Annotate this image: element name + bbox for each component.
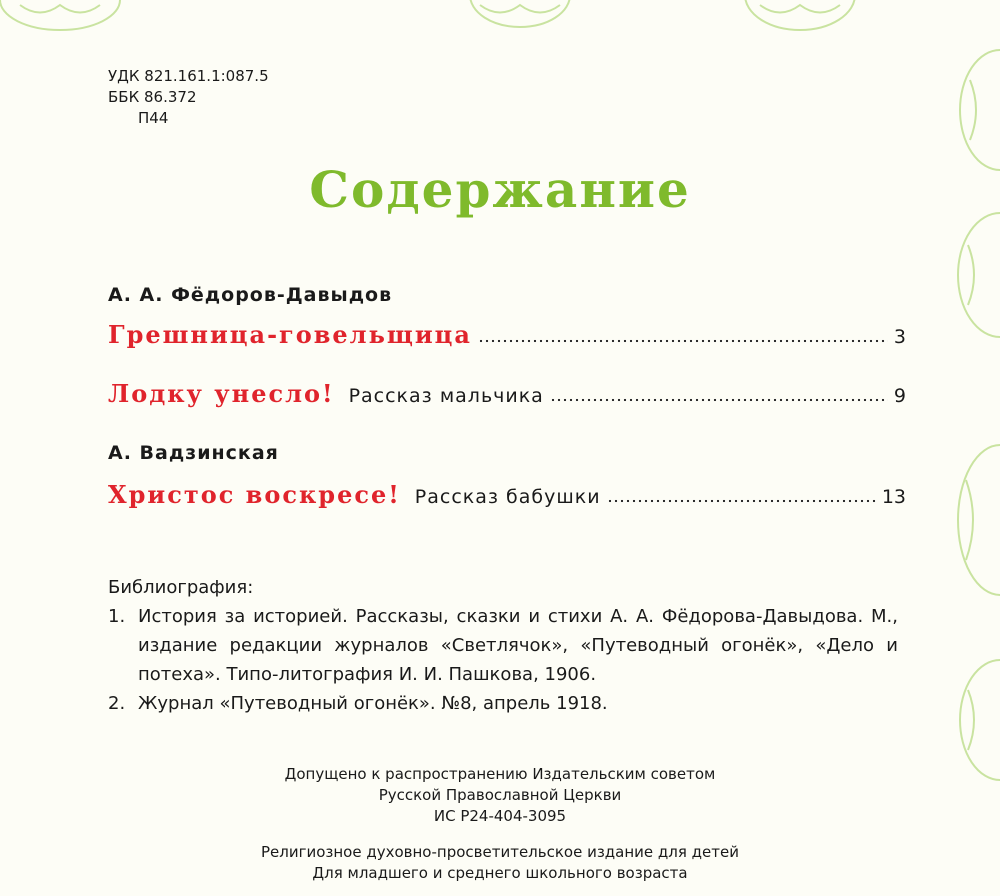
bbk-line: ББК 86.372 xyxy=(108,88,197,106)
toc-entry-title: Христос воскресе! xyxy=(108,480,401,509)
leader-dots xyxy=(607,499,876,503)
bibliography-heading: Библиография: xyxy=(108,577,254,598)
leader-dots xyxy=(478,339,888,343)
udk-line: УДК 821.161.1:087.5 xyxy=(108,67,269,85)
bibliography-item xyxy=(108,689,898,718)
approval-line: Допущено к распространению Издательским советом xyxy=(284,765,716,783)
edition-type: Религиозное духовно-просветительское издание для детей xyxy=(260,843,739,861)
toc-author: А. А. Фёдоров-Давыдов xyxy=(108,284,393,306)
page-title: Содержание xyxy=(309,160,691,219)
toc-entry-title: Лодку унесло! xyxy=(108,379,335,408)
leader-dots xyxy=(550,398,888,402)
age-rating: Для младшего и среднего школьного возраста xyxy=(312,864,688,882)
toc-page-number: 9 xyxy=(893,385,906,407)
bibliography-item-number: 1. xyxy=(108,606,126,627)
bibliography xyxy=(108,573,898,718)
approval-code: ИС Р24-404-3095 xyxy=(433,807,567,825)
bibliography-item-number: 2. xyxy=(108,693,126,714)
bibliography-item-text: История за историей. Рассказы, сказки и стихи А. А. Фёдорова-Давыдова. М., издание редакции журналов «Светлячок», «Путеводный огонёк», «Дело и потеха». Типо-литография И. И. Пашкова, 1906. xyxy=(138,606,898,685)
approval-note xyxy=(0,764,1000,827)
toc-author: А. Вадзинская xyxy=(108,442,279,464)
bibliography-item-text: Журнал «Путеводный огонёк». №8, апрель 1918. xyxy=(138,693,608,714)
egg-ornament-top-icon xyxy=(0,0,1000,40)
toc-entry-subtitle: Рассказ мальчика xyxy=(348,385,544,407)
toc-entry-title: Грешница-говельщица xyxy=(108,320,472,349)
toc-entry[interactable] xyxy=(108,320,906,349)
udk-block xyxy=(108,66,269,129)
author-sign: П44 xyxy=(138,109,169,127)
toc-page-number: 3 xyxy=(893,326,906,348)
toc-entry[interactable] xyxy=(108,480,906,509)
approval-line: Русской Православной Церкви xyxy=(378,786,622,804)
toc-entry[interactable] xyxy=(108,379,906,408)
bibliography-item xyxy=(108,602,898,689)
egg-ornament-right-icon xyxy=(940,0,1000,896)
edition-note xyxy=(0,842,1000,884)
toc-entry-subtitle: Рассказ бабушки xyxy=(414,486,601,508)
toc-page-number: 13 xyxy=(881,486,906,508)
